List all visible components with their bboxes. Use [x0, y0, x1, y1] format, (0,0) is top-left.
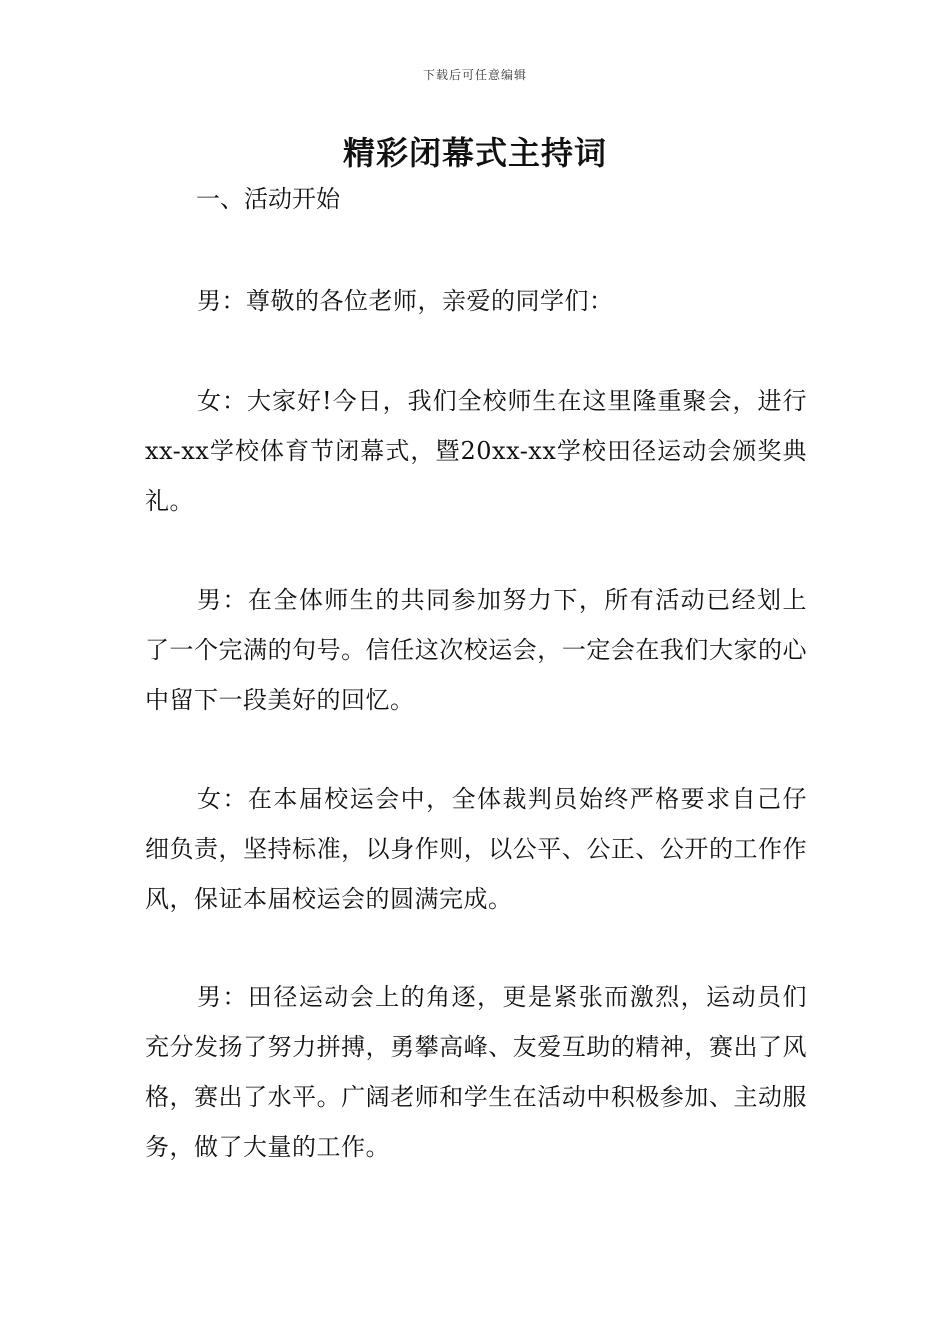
paragraph-2: 女：大家好!今日，我们全校师生在这里隆重聚会，进行xx-xx学校体育节闭幕式，暨20xx-xx学校田径运动会颁奖典礼。 — [145, 387, 807, 515]
document-title: 精彩闭幕式主持词 — [342, 134, 607, 172]
paragraph-4: 女：在本届校运会中，全体裁判员始终严格要求自己仔细负责，坚持标准，以身作则，以公平、公正、公开的工作作风，保证本届校运会的圆满完成。 — [145, 785, 807, 913]
section-heading: 一、活动开始 — [196, 185, 340, 213]
paragraph-1: 男：尊敬的各位老师，亲爱的同学们： — [197, 287, 614, 315]
paragraph-5: 男：田径运动会上的角逐，更是紧张而激烈，运动员们充分发扬了努力拼搏，勇攀高峰、友爱互助的精神，赛出了风格，赛出了水平。广阔老师和学生在活动中积极参加、主动服务，做了大量的工作。 — [145, 983, 807, 1161]
header-note: 下载后可任意编辑 — [422, 68, 527, 82]
paragraph-3: 男：在全体师生的共同参加努力下，所有活动已经划上了一个完满的句号。信任这次校运会，一定会在我们大家的心中留下一段美好的回忆。 — [145, 586, 807, 714]
